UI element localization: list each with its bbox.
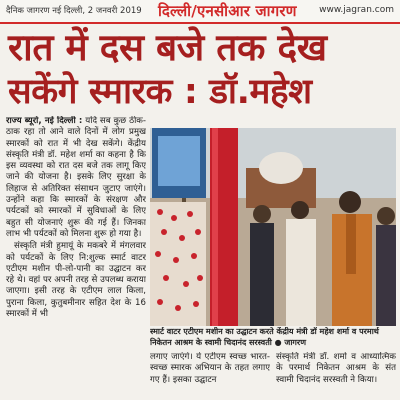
atm-screen	[158, 136, 200, 186]
headline	[8, 26, 394, 114]
article-column-right: संस्कृति मंत्री डॉ. शर्मा व आध्यात्मिक के परमार्थ निकेतन आश्रम के संत स्वामी चिदानंद सरस्वती ने किया।	[276, 352, 396, 385]
dateline: राज्य ब्यूरो, नई दिल्ली :	[6, 116, 83, 126]
monument-dome	[259, 152, 303, 184]
photo-illustration	[150, 128, 396, 326]
article-paragraph-2: संस्कृति मंत्री हुमायूं के मकबरे में मंगलवार को पर्यटकों के लिए नि:शुल्क स्मार्ट वाटर एटीएम मशीन पी-लो-पानी का उद्घाटन कर रहे थे। वहां पर अपनी तरह से उपलब्ध कराया जाएगा। इसी तरह के एटीएम लाल किला, पुराना किला, कुतुबमीनार सहित देश के 16 स्मारकों में भी	[6, 241, 146, 320]
article-column-left	[6, 116, 146, 398]
news-photo	[150, 128, 396, 326]
photo-caption: स्मार्ट वाटर एटीएम मशीन का उद्घाटन करते केंद्रीय मंत्री डॉ महेश शर्मा व परमार्थ निकेतन आश्रम के स्वामी चिदानंद सरस्वती ● जागरण	[150, 327, 379, 347]
headline-line-2: सकेंगे स्मारक : डॉ.महेश	[8, 72, 312, 112]
article-paragraph-1	[6, 116, 146, 240]
edition-info: दैनिक जागरण नई दिल्ली, 2 जनवरी 2019	[6, 6, 142, 16]
headline-line-1: रात में दस बजे तक देख	[8, 26, 327, 69]
ribbon-highlight	[212, 128, 218, 326]
article-column-middle: लगाए जाएंगे। ये एटीएम स्वच्छ भारत-स्वच्छ स्मारक अभियान के तहत लगाए गए हैं। इसका उद्घाटन	[150, 352, 270, 385]
section-title: दिल्ली/एनसीआर जागरण	[158, 2, 297, 20]
website-link[interactable]: www.jagran.com	[319, 5, 394, 15]
paragraph-1-text: यदि सब कुछ ठीक-ठाक रहा तो आने वाले दिनों में लोग प्रमुख स्मारकों को रात में भी देख सकेंगे। केंद्रीय संस्कृति मंत्री डॉ. महेश शर्मा का कहना है कि इस व्यवस्था को रात दस बजे तक लागू किए जाने की योजना है। इसके लिए सुरक्षा के लिहाज से अतिरिक्त संसाधन जुटाए जाएंगे। उन्होंने कहा कि स्मारकों के संरक्षण और पर्यटकों को स्मारकों में सुविधाओं के लिए बहुत सी योजनाएं शुरू की गई हैं। जिनका लाभ भी पर्यटकों को मिलना शुरू हो गया है।	[6, 116, 146, 239]
masthead-strip	[0, 0, 400, 24]
